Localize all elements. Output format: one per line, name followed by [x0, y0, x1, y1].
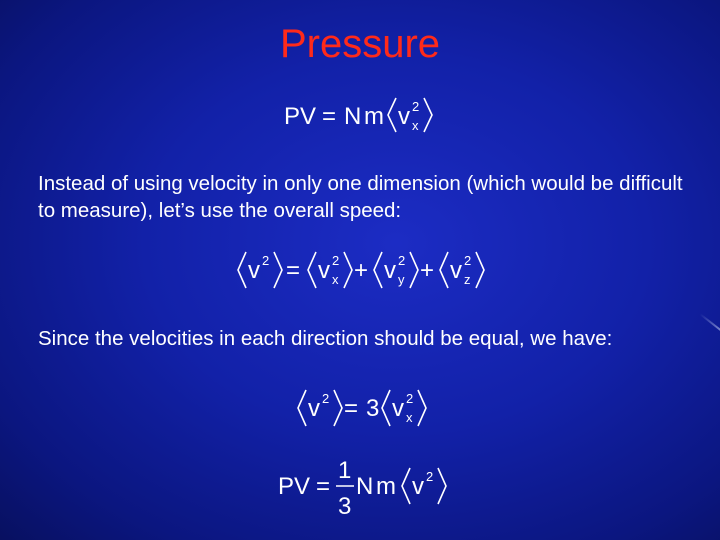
eq2-plus-1: + [354, 257, 369, 284]
eq4-left-angle [402, 468, 410, 504]
eq2-angle-1l [238, 252, 246, 288]
eq2-vy: v [384, 257, 396, 284]
eq3-angle-2r [418, 390, 426, 426]
eq4-equals: = [316, 473, 331, 500]
eq2-sub-y: y [398, 272, 405, 287]
eq1-right-angle [424, 98, 432, 132]
eq3-angle-2l [382, 390, 390, 426]
eq2-v: v [248, 257, 260, 284]
eq2-exp-4: 2 [464, 253, 472, 268]
eq1-left-angle [388, 98, 396, 132]
slide-title: Pressure [279, 22, 441, 66]
eq1-m: m [364, 103, 384, 130]
eq2-exp-1: 2 [262, 253, 270, 268]
equation-v2-3vx2 [296, 386, 436, 430]
eq2-angle-2r [344, 252, 352, 288]
eq3-vx: v [392, 395, 404, 422]
eq2-exp-2: 2 [332, 253, 340, 268]
eq2-sub-x: x [332, 272, 339, 287]
equation-v2-sum [236, 248, 486, 292]
eq2-angle-3l [374, 252, 382, 288]
eq2-exp-3: 2 [398, 253, 406, 268]
eq4-n: N [356, 473, 374, 500]
eq3-sub-x: x [406, 410, 413, 425]
eq2-vx: v [318, 257, 330, 284]
eq1-subscript: x [412, 118, 419, 133]
eq4-numerator: 1 [338, 457, 352, 484]
eq1-pv: PV [284, 103, 317, 130]
eq2-plus-2: + [420, 257, 435, 284]
eq2-equals: = [286, 257, 301, 284]
eq1-exponent: 2 [412, 99, 420, 114]
eq3-equals: = [344, 395, 359, 422]
eq4-right-angle [438, 468, 446, 504]
eq3-coefficient: 3 [366, 395, 380, 422]
eq4-denominator: 3 [338, 493, 352, 520]
eq1-v: v [398, 103, 410, 130]
eq2-angle-4l [440, 252, 448, 288]
eq3-exp-1: 2 [322, 391, 330, 406]
eq1-equals: = [322, 103, 337, 130]
eq2-angle-3r [410, 252, 418, 288]
eq2-vz: v [450, 257, 462, 284]
paragraph-overall-speed: Instead of using velocity in only one dimension (which would be difficult to measure), let’s use the overall speed: [38, 172, 683, 222]
eq3-angle-1r [334, 390, 342, 426]
eq2-angle-1r [274, 252, 282, 288]
eq3-angle-1l [298, 390, 306, 426]
decorative-light-streak [699, 313, 720, 339]
equation-pv-nm-vx2 [284, 94, 444, 136]
eq2-angle-4r [476, 252, 484, 288]
equation-pv-third-nm-v2 [278, 456, 448, 520]
eq4-pv: PV [278, 473, 311, 500]
paragraph-equal-directions: Since the velocities in each direction should be equal, we have: [38, 327, 613, 350]
eq4-v: v [412, 473, 424, 500]
eq3-v: v [308, 395, 320, 422]
eq1-n: N [344, 103, 362, 130]
eq4-m: m [376, 473, 396, 500]
eq2-sub-z: z [464, 272, 471, 287]
eq3-exp-2: 2 [406, 391, 414, 406]
eq4-exponent: 2 [426, 469, 434, 484]
eq2-angle-2l [308, 252, 316, 288]
